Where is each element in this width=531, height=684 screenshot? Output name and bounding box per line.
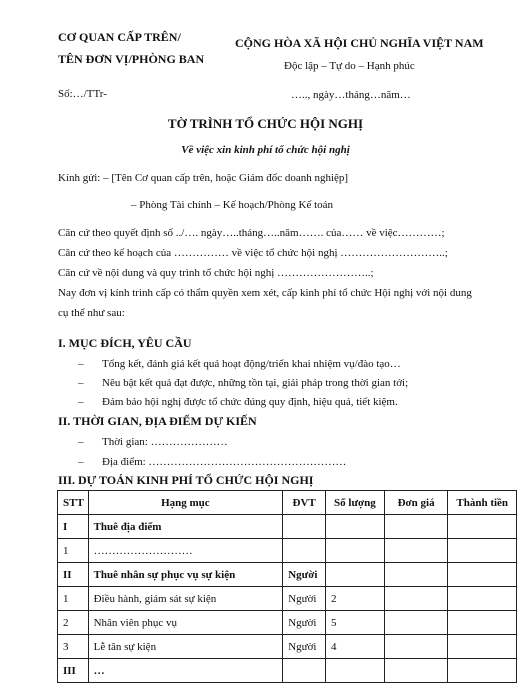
bullet-dash: –	[78, 358, 84, 370]
bullet-dash: –	[78, 396, 84, 408]
request-line: cụ thể như sau:	[58, 307, 125, 319]
table-header-row	[58, 491, 517, 515]
table-cell	[326, 659, 385, 683]
table-row	[58, 635, 517, 659]
table-cell	[384, 515, 448, 539]
table-cell: II	[58, 563, 89, 587]
table-cell: Điều hành, giám sát sự kiện	[88, 587, 283, 611]
table-cell	[326, 515, 385, 539]
table-cell: 2	[58, 611, 89, 635]
list-item: – Đảm bảo hội nghị được tổ chức đúng quy định, hiệu quả, tiết kiệm.	[78, 396, 398, 408]
column-header-unit: ĐVT	[283, 491, 326, 515]
section-heading-time-place: II. THỜI GIAN, ĐỊA ĐIỂM DỰ KIẾN	[58, 414, 257, 428]
document-subtitle: Về việc xin kinh phí tổ chức hội nghị	[181, 144, 350, 156]
table-row	[58, 587, 517, 611]
table-cell: Người	[283, 611, 326, 635]
table-cell: 2	[326, 587, 385, 611]
place-date: ….., ngày…tháng…năm…	[291, 89, 411, 101]
bullet-dash: –	[78, 377, 84, 389]
recipient-line-1: Kính gửi: – [Tên Cơ quan cấp trên, hoặc Giám đốc doanh nghiệp]	[58, 172, 349, 184]
org-superior: CƠ QUAN CẤP TRÊN/	[58, 30, 181, 44]
table-cell	[384, 587, 448, 611]
table-cell	[283, 659, 326, 683]
list-item: – Nêu bật kết quả đạt được, những tồn tại, giải pháp trong thời gian tới;	[78, 377, 409, 389]
request-line: Nay đơn vị kính trình cấp có thẩm quyền xem xét, cấp kinh phí tổ chức Hội nghị với nội dung	[58, 287, 472, 299]
table-cell: ………………………	[88, 539, 283, 563]
table-cell: Lễ tân sự kiện	[88, 635, 283, 659]
table-row	[58, 563, 517, 587]
table-cell	[326, 539, 385, 563]
table-cell	[448, 659, 517, 683]
column-header-total: Thành tiền	[448, 491, 517, 515]
table-cell	[384, 635, 448, 659]
table-row	[58, 659, 517, 683]
column-header-item: Hạng mục	[88, 491, 283, 515]
column-header-quantity: Số lượng	[326, 491, 385, 515]
table-cell: 1	[58, 587, 89, 611]
table-cell: Thuê nhân sự phục vụ sự kiện	[88, 563, 283, 587]
table-cell: Thuê địa điểm	[88, 515, 283, 539]
section-heading-purpose: I. MỤC ĐÍCH, YÊU CẦU	[58, 336, 192, 350]
table-cell: 4	[326, 635, 385, 659]
table-cell: I	[58, 515, 89, 539]
table-cell	[448, 563, 517, 587]
table-row	[58, 611, 517, 635]
recipient-line-2: – Phòng Tài chính – Kế hoạch/Phòng Kế toán	[131, 199, 334, 211]
national-motto: Độc lập – Tự do – Hạnh phúc	[284, 60, 415, 72]
table-cell	[448, 587, 517, 611]
table-cell	[283, 539, 326, 563]
list-item: – Tổng kết, đánh giá kết quả hoạt động/triển khai nhiệm vụ/đào tạo…	[78, 358, 401, 370]
table-cell: Người	[283, 635, 326, 659]
table-cell	[384, 659, 448, 683]
basis-line: Căn cứ theo kế hoạch của …………… về việc tổ chức hội nghị ………………………..;	[58, 247, 448, 259]
table-cell	[283, 515, 326, 539]
table-cell	[448, 635, 517, 659]
basis-line: Căn cứ về nội dung và quy trình tổ chức hội nghị ……………………..;	[58, 267, 374, 279]
table-cell: III	[58, 659, 89, 683]
table-cell: Nhân viên phục vụ	[88, 611, 283, 635]
table-cell: Người	[283, 587, 326, 611]
bullet-dash: –	[78, 436, 84, 448]
org-unit: TÊN ĐƠN VỊ/PHÒNG BAN	[58, 52, 205, 66]
budget-table	[57, 490, 517, 683]
table-cell	[384, 611, 448, 635]
table-row	[58, 515, 517, 539]
bullet-dash: –	[78, 456, 84, 468]
table-cell	[384, 563, 448, 587]
list-item: – Thời gian: …………………	[78, 436, 228, 448]
table-cell: …	[88, 659, 283, 683]
doc-number: Số:…/TTr-	[58, 88, 107, 100]
table-cell	[448, 515, 517, 539]
column-header-stt: STT	[58, 491, 89, 515]
table-cell: 1	[58, 539, 89, 563]
table-cell: Người	[283, 563, 326, 587]
table-cell	[448, 539, 517, 563]
document-title: TỜ TRÌNH TỔ CHỨC HỘI NGHỊ	[167, 116, 364, 131]
table-cell	[384, 539, 448, 563]
section-heading-budget: III. DỰ TOÁN KINH PHÍ TỔ CHỨC HỘI NGHỊ	[58, 473, 314, 487]
list-item: – Địa điểm: ………………………………………………	[78, 456, 347, 468]
table-row	[58, 539, 517, 563]
basis-line: Căn cứ theo quyết định số ../…. ngày…..tháng…..năm……. của…… về việc…………;	[58, 227, 445, 239]
table-cell: 5	[326, 611, 385, 635]
table-cell: 3	[58, 635, 89, 659]
column-header-unit-price: Đơn giá	[384, 491, 448, 515]
nation-name: CỘNG HÒA XÃ HỘI CHỦ NGHĨA VIỆT NAM	[235, 36, 484, 50]
table-cell	[326, 563, 385, 587]
table-cell	[448, 611, 517, 635]
